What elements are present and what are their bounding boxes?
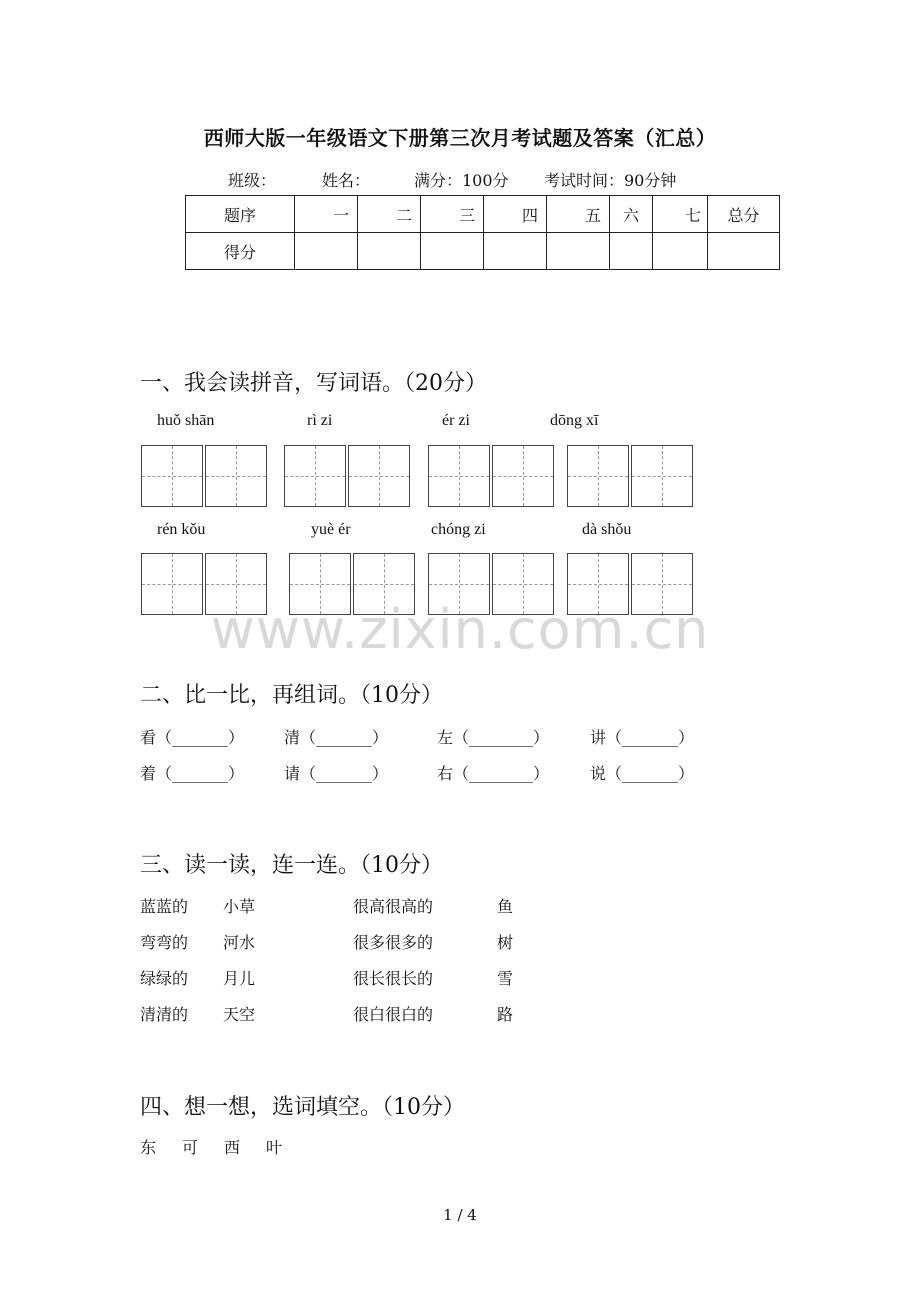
word-pair-item: 讲（_______） (590, 728, 695, 747)
score-cell[interactable] (708, 233, 780, 270)
table-header-cell: 一 (295, 196, 358, 233)
score-cell[interactable] (421, 233, 484, 270)
table-row-label: 得分 (186, 233, 295, 270)
word-pair-item: 清（_______） (284, 728, 389, 747)
score-cell[interactable] (484, 233, 547, 270)
match-item: 很长很长的 (353, 969, 434, 988)
table-header-cell: 总分 (708, 196, 780, 233)
word-pair-item: 右（________） (437, 764, 550, 783)
match-item: 树 (497, 933, 514, 952)
full-score: 满分：100分 (414, 171, 509, 190)
name-label: 姓名： (322, 171, 371, 190)
writing-grid-box[interactable] (348, 445, 410, 507)
match-item: 天空 (223, 1005, 256, 1024)
word-pair-item: 着（_______） (140, 764, 245, 783)
section1-heading: 一、我会读拼音，写词语。（20分） (140, 371, 487, 396)
choice-word: 东 (140, 1138, 157, 1157)
section3-heading: 三、读一读，连一连。（10分） (140, 853, 443, 878)
score-table-score-row (186, 233, 780, 270)
match-item: 月儿 (223, 969, 256, 988)
pinyin-label: yuè ér (311, 521, 351, 538)
section2-heading: 二、比一比，再组词。（10分） (140, 683, 443, 708)
pinyin-label: ér zi (442, 412, 470, 429)
score-cell[interactable] (547, 233, 610, 270)
match-item: 弯弯的 (140, 933, 189, 952)
table-header-cell: 六 (610, 196, 653, 233)
word-pair-item: 请（_______） (284, 764, 389, 783)
pinyin-label: huǒ shān (157, 412, 215, 429)
word-pair-item: 看（_______） (140, 728, 245, 747)
table-header-cell: 题序 (186, 196, 295, 233)
pinyin-label: rén kǒu (157, 521, 206, 538)
score-cell[interactable] (610, 233, 653, 270)
match-item: 清清的 (140, 1005, 189, 1024)
match-item: 很白很白的 (353, 1005, 434, 1024)
page-number: 1 / 4 (443, 1206, 477, 1224)
table-header-cell: 七 (653, 196, 708, 233)
choice-word: 叶 (266, 1138, 283, 1157)
choice-word: 西 (224, 1138, 241, 1157)
pinyin-label: chóng zi (431, 521, 486, 538)
pinyin-label: rì zi (307, 412, 333, 429)
table-header-cell: 二 (358, 196, 421, 233)
score-cell[interactable] (358, 233, 421, 270)
match-item: 蓝蓝的 (140, 897, 189, 916)
section4-heading: 四、想一想，选词填空。（10分） (140, 1095, 465, 1120)
table-header-cell: 五 (547, 196, 610, 233)
writing-grid-box[interactable] (205, 445, 267, 507)
pinyin-label: dà shǒu (582, 521, 632, 538)
match-item: 小草 (223, 897, 256, 916)
writing-grid-box[interactable] (284, 445, 346, 507)
writing-grid-box[interactable] (428, 445, 490, 507)
word-pair-item: 左（________） (437, 728, 550, 747)
writing-grid-box[interactable] (492, 445, 554, 507)
match-item: 鱼 (497, 897, 514, 916)
writing-grid-box[interactable] (567, 445, 629, 507)
exam-time: 考试时间：90分钟 (544, 171, 677, 190)
score-table-header-row (186, 196, 780, 233)
page-title: 西师大版一年级语文下册第三次月考试题及答案（汇总） (203, 126, 717, 150)
score-cell[interactable] (653, 233, 708, 270)
choice-word: 可 (182, 1138, 199, 1157)
class-label: 班级： (228, 171, 277, 190)
match-item: 河水 (223, 933, 256, 952)
table-header-cell: 三 (421, 196, 484, 233)
table-header-cell: 四 (484, 196, 547, 233)
match-item: 绿绿的 (140, 969, 189, 988)
match-item: 路 (497, 1005, 514, 1024)
score-cell[interactable] (295, 233, 358, 270)
writing-grid-box[interactable] (631, 445, 693, 507)
pinyin-label: dōng xī (550, 412, 599, 429)
word-pair-item: 说（_______） (590, 764, 695, 783)
match-item: 很高很高的 (353, 897, 434, 916)
match-item: 很多很多的 (353, 933, 434, 952)
watermark: www.zixin.com.cn (210, 598, 710, 661)
score-table (185, 195, 780, 270)
writing-grid-box[interactable] (141, 445, 203, 507)
match-item: 雪 (497, 969, 514, 988)
